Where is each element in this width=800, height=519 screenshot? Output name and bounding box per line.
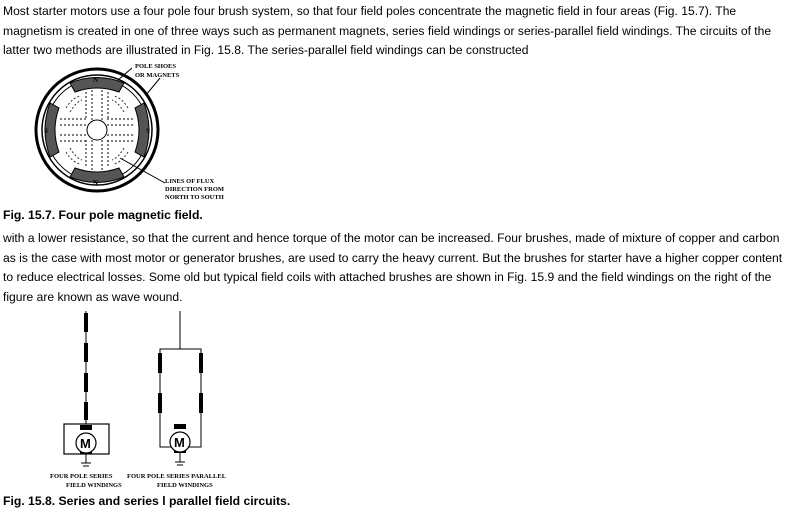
pole-south-left: S [44, 127, 48, 135]
label-pole-shoes-line1: POLE SHOES [135, 63, 176, 70]
label-pole-shoes-line2: OR MAGNETS [135, 72, 180, 79]
pole-north-bottom: N [93, 179, 99, 187]
paragraph-intro: Most starter motors use a four pole four brush system, so that four field poles concentrate the magnetic field in four areas (Fig. 15.7). The magnetism is created in one of three ways such as permanent magnets, series field windings or series-parallel field windings. The circuits of the latter two methods are illustrated in Fig. 15.8. The series-parallel field windings can be constructed [3, 4, 772, 58]
series-parallel-label-line2: FIELD WINDINGS [157, 482, 213, 489]
paragraph-brushes: with a lower resistance, so that the current and hence torque of the motor can be increased. Four brushes, made of mixture of copper and carbon as is the case with most motor or generator brushes, are used to carry the heavy current. But the brushes for starter have a higher copper content to reduce electrical losses. Some old but typical field coils with attached brushes are shown in Fig. 15.9 and the field windings on the right of the figure are known as wave wound. [3, 231, 783, 304]
series-parallel-label-line1: FOUR POLE SERIES PARALLEL [127, 473, 227, 480]
figure-caption-15-7: Fig. 15.7. Four pole magnetic field. [3, 208, 203, 222]
series-circuit [50, 311, 122, 489]
series-parallel-circuit [127, 311, 227, 489]
label-flux-line2: DIRECTION FROM [165, 186, 225, 193]
motor-symbol-left: M [80, 436, 91, 451]
figure-caption-15-8: Fig. 15.8. Series and series l parallel field circuits. [3, 494, 291, 508]
series-label-line2: FIELD WINDINGS [66, 482, 122, 489]
label-flux-line1: LINES OF FLUX [165, 178, 215, 185]
label-flux-line3: NORTH TO SOUTH [165, 194, 224, 201]
series-label-line1: FOUR POLE SERIES [50, 473, 113, 480]
pole-south-right: S [146, 127, 150, 135]
pole-north-top: N [93, 76, 99, 84]
motor-symbol-right: M [174, 435, 185, 450]
